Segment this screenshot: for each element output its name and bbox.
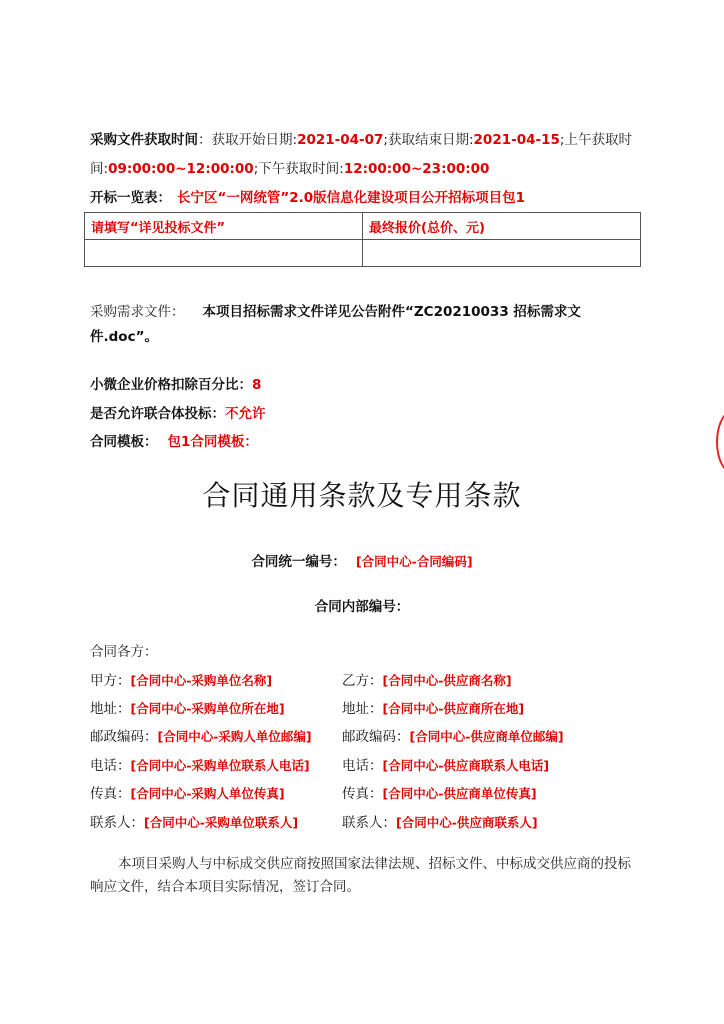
unified-number-value: [合同中心-合同编码] xyxy=(355,554,473,569)
party-b-fax-label: 传真： xyxy=(342,786,383,802)
party-b-contact xyxy=(342,811,538,831)
opening-table xyxy=(84,212,641,267)
party-a-postcode-value: [合同中心-采购人单位邮编] xyxy=(157,729,312,744)
consortium-value: 不允许 xyxy=(225,406,266,422)
party-a-contact-label: 联系人： xyxy=(90,815,144,831)
procurement-sep-2: ;获取结束日期: xyxy=(383,132,474,148)
party-a-phone-label: 电话： xyxy=(90,758,131,774)
party-a-fax xyxy=(90,782,285,802)
procurement-sep-3: ;上午获取时 xyxy=(559,132,632,148)
party-b-postcode xyxy=(342,725,564,745)
table-header-right: 最终报价(总价、元) xyxy=(363,213,641,240)
contract-template-label: 合同模板： xyxy=(90,434,158,450)
procurement-end-date: 2021-04-15 xyxy=(473,132,560,148)
table-row xyxy=(85,240,641,267)
table-header-left: 请填写“详见投标文件” xyxy=(85,213,363,240)
sme-value: 8 xyxy=(252,377,262,393)
party-a-phone-value: [合同中心-采购单位联系人电话] xyxy=(130,758,310,773)
party-a-phone xyxy=(90,754,310,774)
table-row xyxy=(85,213,641,240)
party-b-name-value: [合同中心-供应商名称] xyxy=(382,673,512,688)
consortium-line xyxy=(90,402,266,422)
requirements-text-1: 本项目招标需求文件详见公告附件“ZC20210033 招标需求文 xyxy=(202,304,581,320)
contract-intro: 本项目采购人与中标成交供应商按照国家法律法规、招标文件、中标成交供应商的投标响应文件，结合本项目实际情况，签订合同。 xyxy=(90,856,631,895)
procurement-sep-5: ;下午获取时间: xyxy=(253,161,344,177)
procurement-time-line-1 xyxy=(90,128,632,148)
unified-number-label: 合同统一编号： xyxy=(251,554,346,570)
procurement-afternoon-time: 12:00:00~23:00:00 xyxy=(343,161,490,177)
party-a-name-label: 甲方： xyxy=(90,673,131,689)
party-b-postcode-label: 邮政编码： xyxy=(342,729,410,745)
party-a-contact xyxy=(90,811,298,831)
sme-line xyxy=(90,373,261,393)
party-a-fax-value: [合同中心-采购人单位传真] xyxy=(130,786,285,801)
party-a-name xyxy=(90,669,272,689)
party-b-contact-label: 联系人： xyxy=(342,815,396,831)
unified-number-line xyxy=(0,550,724,570)
party-b-address-value: [合同中心-供应商所在地] xyxy=(382,701,525,716)
party-b-contact-value: [合同中心-供应商联系人] xyxy=(396,815,538,830)
party-b-phone xyxy=(342,754,549,774)
contract-template-line xyxy=(90,430,258,450)
procurement-start-date: 2021-04-07 xyxy=(297,132,384,148)
contract-template-value: 包1合同模板： xyxy=(167,434,258,450)
procurement-sep-4: 间: xyxy=(90,161,109,177)
contract-title: 合同通用条款及专用条款 xyxy=(202,479,522,512)
party-b-address-label: 地址： xyxy=(342,701,383,717)
parties-label: 合同各方： xyxy=(90,644,158,660)
requirements-line-2: 件.doc”。 xyxy=(90,329,158,345)
party-a-address-value: [合同中心-采购单位所在地] xyxy=(130,701,285,716)
procurement-time-label: 采购文件获取时间 xyxy=(90,132,198,148)
consortium-label: 是否允许联合体投标： xyxy=(90,406,225,422)
party-b-name-label: 乙方： xyxy=(342,673,383,689)
procurement-sep-1: ：获取开始日期: xyxy=(198,132,298,148)
opening-line xyxy=(90,186,525,206)
opening-value: 长宁区“一网统管”2.0版信息化建设项目公开招标项目包1 xyxy=(177,190,526,206)
party-a-postcode-label: 邮政编码： xyxy=(90,729,158,745)
table-cell-left xyxy=(85,240,363,267)
party-a-address xyxy=(90,697,285,717)
procurement-time-line-2 xyxy=(90,157,489,177)
opening-label: 开标一览表： xyxy=(90,190,171,206)
seal-stamp-icon xyxy=(716,410,724,474)
party-b-fax-value: [合同中心-供应商单位传真] xyxy=(382,786,537,801)
party-b-phone-label: 电话： xyxy=(342,758,383,774)
party-a-postcode xyxy=(90,725,312,745)
party-b-phone-value: [合同中心-供应商联系人电话] xyxy=(382,758,550,773)
requirements-line-1 xyxy=(90,300,581,320)
procurement-morning-time: 09:00:00~12:00:00 xyxy=(108,161,254,177)
party-b-fax xyxy=(342,782,537,802)
table-cell-right xyxy=(363,240,641,267)
party-a-address-label: 地址： xyxy=(90,701,131,717)
party-b-address xyxy=(342,697,524,717)
party-a-name-value: [合同中心-采购单位名称] xyxy=(130,673,273,688)
internal-number-label: 合同内部编号： xyxy=(314,599,410,615)
party-b-postcode-value: [合同中心-供应商单位邮编] xyxy=(409,729,564,744)
party-a-fax-label: 传真： xyxy=(90,786,131,802)
party-b-name xyxy=(342,669,512,689)
sme-label: 小微企业价格扣除百分比： xyxy=(90,377,252,393)
requirements-label: 采购需求文件： xyxy=(90,304,185,320)
party-a-contact-value: [合同中心-采购单位联系人] xyxy=(144,815,299,830)
